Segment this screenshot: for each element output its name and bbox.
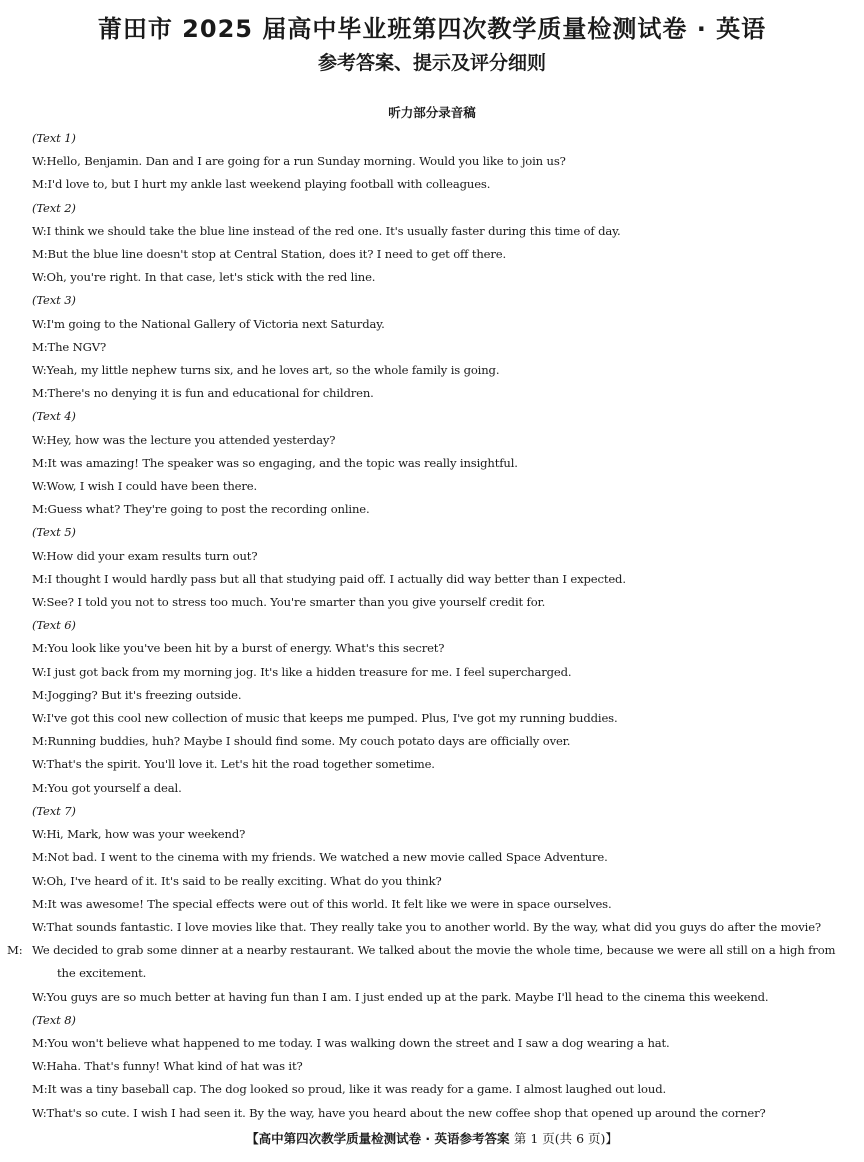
speaker-label: W: [32, 1059, 47, 1074]
speaker-label: M: [32, 177, 48, 192]
speaker-label: M: [32, 780, 48, 795]
dialogue-text: I've got this cool new collection of music that keeps me pumped. Plus, I've got my running buddies. [46, 711, 618, 726]
dialogue-line [32, 498, 844, 521]
dialogue-line [32, 150, 844, 173]
dialogue-line [32, 823, 844, 846]
dialogue-text: Not bad. I went to the cinema with my friends. We watched a new movie called Space Adventure. [47, 850, 608, 865]
dialogue-line [32, 637, 844, 660]
dialogue-text: That's so cute. I wish I had seen it. By the way, have you heard about the new coffee shop that opened up around the corner? [46, 1105, 766, 1120]
dialogue-text: It was awesome! The special effects were out of this world. It felt like we were in space ourselves. [47, 896, 612, 911]
dialogue-text: I just got back from my morning jog. It's like a hidden treasure for me. I feel supercharged. [46, 664, 572, 679]
dialogue-text: You guys are so much better at having fun than I am. I just ended up at the park. Maybe I'll head to the cinema this weekend. [46, 989, 769, 1004]
dialogue-text: Running buddies, huh? Maybe I should find some. My couch potato days are officially over. [47, 734, 571, 749]
text-label [32, 405, 844, 428]
speaker-label: W: [32, 363, 47, 378]
dialogue-line [32, 359, 844, 382]
dialogue-text: How did your exam results turn out? [46, 548, 258, 563]
text-label [32, 614, 844, 637]
speaker-label: M: [32, 571, 48, 586]
dialogue-text: Wow, I wish I could have been there. [46, 479, 258, 494]
dialogue-text: I'd love to, but I hurt my ankle last weekend playing football with colleagues. [47, 177, 491, 192]
speaker-label: W: [32, 479, 47, 494]
dialogue-line [32, 893, 844, 916]
dialogue-text: That's the spirit. You'll love it. Let's hit the road together sometime. [46, 757, 435, 772]
dialogue-line [32, 986, 844, 1009]
text-label-text: (Text 7) [32, 803, 76, 818]
speaker-label: M: [32, 734, 48, 749]
speaker-label: W: [32, 316, 47, 331]
speaker-label: M: [32, 1035, 48, 1050]
speaker-label: M: [32, 502, 48, 517]
dialogue-text: Hello, Benjamin. Dan and I are going for a run Sunday morning. Would you like to join us? [46, 154, 566, 169]
text-label-text: (Text 2) [32, 200, 76, 215]
dialogue-line [32, 429, 844, 452]
speaker-label: W: [32, 664, 47, 679]
speaker-label: W: [32, 919, 47, 934]
dialogue-line [32, 846, 844, 869]
dialogue-text: I think we should take the blue line instead of the red one. It's usually faster during this time of day. [46, 223, 621, 238]
dialogue-text: It was a tiny baseball cap. The dog looked so proud, like it was ready for a game. I almost laughed out loud. [47, 1082, 666, 1097]
speaker-label: W: [32, 873, 47, 888]
text-label-text: (Text 5) [32, 525, 76, 540]
speaker-label: M: [32, 455, 48, 470]
dialogue-line [32, 313, 844, 336]
dialogue-text: But the blue line doesn't stop at Central Station, does it? I need to get off there. [47, 247, 507, 262]
dialogue-line [32, 1102, 844, 1125]
text-label-text: (Text 1) [32, 131, 76, 145]
text-label [32, 197, 844, 220]
dialogue-text: You won't believe what happened to me today. I was walking down the street and I saw a dog wearing a hat. [47, 1035, 670, 1050]
dialogue-line [32, 870, 844, 893]
speaker-label: W: [32, 223, 47, 238]
speaker-label: M: [32, 1082, 48, 1097]
text-label-text: (Text 8) [32, 1012, 76, 1027]
footer-page-number: 第 1 页(共 6 页)】 [513, 1131, 618, 1146]
speaker-label: M: [32, 641, 48, 656]
speaker-label: M: [32, 896, 48, 911]
dialogue-line [32, 220, 844, 243]
dialogue-line [32, 336, 844, 359]
dialogue-text: Hi, Mark, how was your weekend? [46, 827, 246, 842]
dialogue-line [32, 568, 844, 591]
speaker-label: W: [32, 827, 47, 842]
speaker-label: W: [32, 548, 47, 563]
dialogue-text: It was amazing! The speaker was so engaging, and the topic was really insightful. [47, 455, 518, 470]
speaker-label: W: [32, 432, 47, 447]
transcript [7, 127, 844, 1125]
dialogue-line [32, 1032, 844, 1055]
dialogue-text: You got yourself a deal. [47, 780, 182, 795]
dialogue-text: Haha. That's funny! What kind of hat was it? [46, 1059, 303, 1074]
dialogue-text: See? I told you not to stress too much. You're smarter than you give yourself credit for. [46, 595, 546, 610]
document-subtitle: 参考答案、提示及评分细则 [317, 52, 546, 74]
dialogue-line [32, 753, 844, 776]
speaker-label: M: [32, 687, 48, 702]
dialogue-line [32, 545, 844, 568]
dialogue-text: Oh, you're right. In that case, let's stick with the red line. [46, 270, 376, 285]
footer-text: 【高中第四次教学质量检测试卷 · 英语参考答案 [246, 1131, 510, 1146]
dialogue-line [32, 243, 844, 266]
dialogue-line [32, 591, 844, 614]
dialogue-line [32, 1078, 844, 1101]
speaker-label: W: [32, 711, 47, 726]
dialogue-text: Yeah, my little nephew turns six, and he loves art, so the whole family is going. [46, 363, 500, 378]
dialogue-text: Jogging? But it's freezing outside. [47, 687, 242, 702]
dialogue-line [32, 707, 844, 730]
dialogue-text: Guess what? They're going to post the recording online. [47, 502, 370, 517]
dialogue-text: Oh, I've heard of it. It's said to be really exciting. What do you think? [46, 873, 442, 888]
text-label [32, 1009, 844, 1032]
dialogue-text: I thought I would hardly pass but all that studying paid off. I actually did way better than I expected. [47, 571, 626, 586]
dialogue-line: M: We decided to grab some dinner at a nearby restaurant. We talked about the movie the whole time, because we were all still on a high from the excitement. [7, 943, 836, 981]
speaker-label: W: [32, 270, 47, 285]
speaker-label: M: [32, 247, 48, 262]
text-label [32, 521, 844, 544]
dialogue-line [32, 777, 844, 800]
speaker-label: M: [32, 339, 48, 354]
speaker-label: M: [32, 850, 48, 865]
section-heading: 听力部分录音稿 [388, 105, 476, 120]
dialogue-line [32, 382, 844, 405]
text-label [32, 289, 844, 312]
speaker-label: W: [32, 154, 47, 169]
dialogue-line [32, 475, 844, 498]
speaker-label: W: [32, 757, 47, 772]
dialogue-text: That sounds fantastic. I love movies like that. They really take you to another world. By the way, what did you guys do after the movie? [46, 919, 821, 934]
speaker-label: M: [32, 386, 48, 401]
dialogue-line [32, 730, 844, 753]
dialogue-line [32, 452, 844, 475]
dialogue-line [32, 916, 844, 939]
page-footer [0, 1130, 864, 1148]
text-label-text: (Text 3) [32, 293, 76, 308]
dialogue-text: You look like you've been hit by a burst of energy. What's this secret? [47, 641, 445, 656]
dialogue-text: There's no denying it is fun and educational for children. [47, 386, 374, 401]
dialogue-text: Hey, how was the lecture you attended yesterday? [46, 432, 336, 447]
text-label [32, 800, 844, 823]
dialogue-line [32, 266, 844, 289]
dialogue-text: We decided to grab some dinner at a nearby restaurant. We talked about the movie the whole time, because we were all still on a high from the excitement. [32, 943, 836, 981]
text-label-text: (Text 6) [32, 618, 76, 633]
document-title: 莆田市 2025 届高中毕业班第四次教学质量检测试卷 · 英语 [97, 15, 767, 43]
speaker-label: W: [32, 1105, 47, 1120]
dialogue-line [32, 684, 844, 707]
dialogue-line [32, 661, 844, 684]
dialogue-text: I'm going to the National Gallery of Victoria next Saturday. [46, 316, 385, 331]
speaker-label: W: [32, 989, 47, 1004]
text-label-text: (Text 4) [32, 409, 76, 424]
dialogue-line [32, 1055, 844, 1078]
text-label [32, 127, 844, 150]
dialogue-line [32, 173, 844, 196]
dialogue-text: The NGV? [47, 339, 107, 354]
speaker-label: W: [32, 595, 47, 610]
